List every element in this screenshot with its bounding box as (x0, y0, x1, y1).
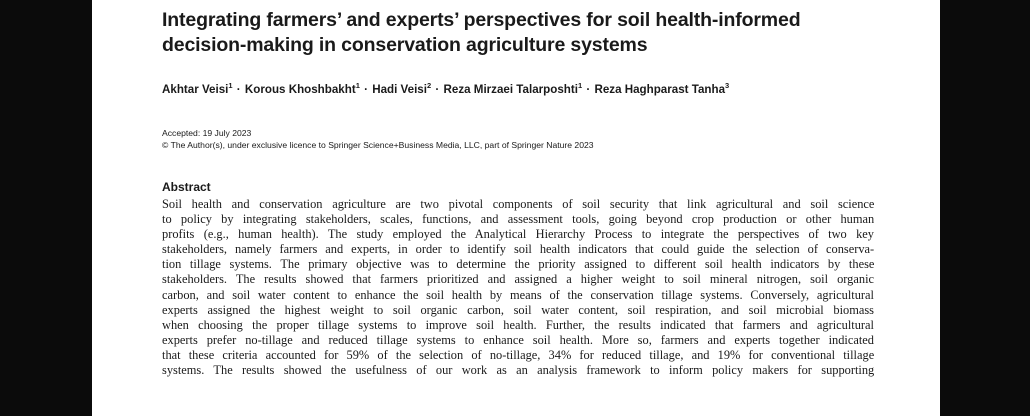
abstract-line: profits (e.g., human health). The study employed the Analytical Hierarchy Process to integrate the perspectives of two key (162, 227, 874, 242)
abstract-line: carbon, and soil water content to enhance the soil health by means of the conservation tillage systems. Conversely, agricultural (162, 287, 874, 302)
author-list (162, 83, 729, 96)
affiliation-marker: 2 (426, 81, 432, 90)
author-separator: · (236, 83, 241, 96)
abstract-line: to policy by integrating stakeholders, scales, functions, and assessment tools, going beyond crop production or other human (162, 212, 874, 227)
abstract-text (162, 197, 874, 378)
abstract-line: experts assigned the highest weight to soil organic carbon, soil water content, soil respiration, and soil microbial biomass (162, 302, 874, 317)
abstract-line: stakeholders, namely farmers and experts, in order to identify soil health indicators that could guide the selection of conserva- (162, 242, 874, 257)
abstract-heading: Abstract (162, 180, 211, 194)
author-separator: · (586, 83, 591, 96)
publication-info (162, 127, 594, 151)
affiliation-marker: 1 (577, 81, 583, 90)
author-separator: · (364, 83, 368, 96)
abstract-line: when choosing the proper tillage systems to improve soil health. Further, the results indicated that farmers and agricultural (162, 317, 874, 332)
abstract-line: experts prefer no-tillage and reduced tillage systems to enhance soil health. More so, farmers and experts together indicated (162, 332, 874, 347)
abstract-line: tion tillage systems. The primary objective was to determine the priority assigned to different soil health indicators by these (162, 257, 874, 272)
abstract-line: stakeholders. The results showed that farmers prioritized and assigned a higher weight to soil mineral nitrogen, soil organic (162, 272, 874, 287)
affiliation-marker: 3 (725, 81, 730, 90)
affiliation-marker: 1 (355, 81, 360, 90)
copyright-notice: © The Author(s), under exclusive licence to Springer Science+Business Media, LLC, part of Springer Nature 2023 (162, 140, 594, 150)
author-separator: · (435, 83, 440, 96)
author-name[interactable]: Akhtar Veisi (162, 83, 229, 96)
author-name[interactable]: Reza Mirzaei Talarposhti (443, 83, 578, 96)
author-name[interactable]: Hadi Veisi (372, 83, 427, 96)
accepted-date: Accepted: 19 July 2023 (162, 128, 252, 138)
abstract-line: that these criteria accounted for 59% of the selection of no-tillage, 34% for reduced tillage, and 19% for conventional tillage (162, 347, 874, 362)
article-page (92, 0, 940, 416)
affiliation-marker: 1 (228, 81, 233, 90)
author-name[interactable]: Korous Khoshbakht (244, 83, 356, 96)
abstract-line: Soil health and conservation agriculture are two pivotal components of soil security that link agricultural and soil science (162, 197, 874, 211)
abstract-line: systems. The results showed the usefulness of our work as an analysis framework to inform policy makers for supporting (162, 363, 874, 378)
title-line: Integrating farmers’ and experts’ perspectives for soil health-informed (162, 9, 801, 31)
author-name[interactable]: Reza Haghparast Tanha (594, 83, 726, 96)
article-title (162, 8, 862, 58)
title-line: decision-making in conservation agriculture systems (162, 34, 648, 56)
